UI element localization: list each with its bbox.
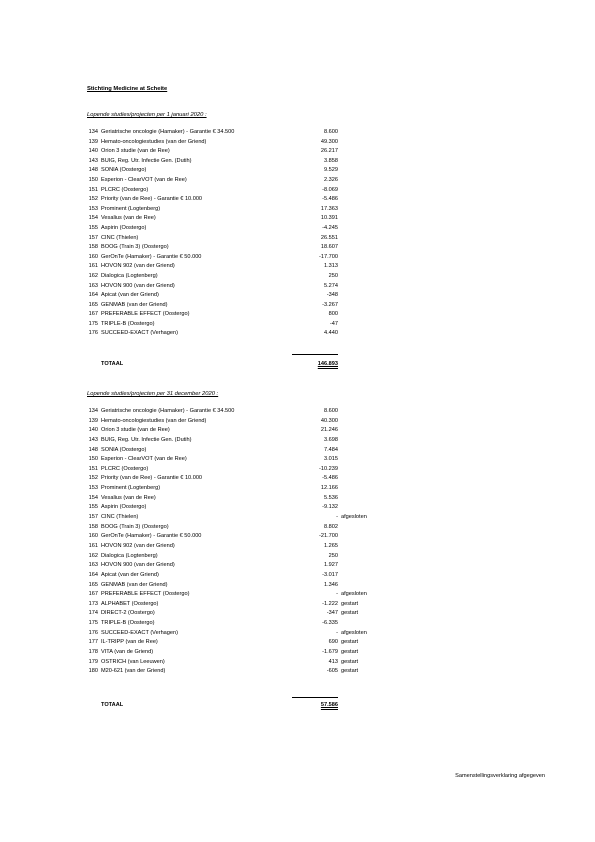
project-number: 160 — [88, 253, 98, 260]
total-amount: 146.893 — [317, 361, 338, 367]
project-number: 148 — [88, 167, 98, 174]
project-amount: 1.346 — [324, 581, 338, 588]
project-name: PLCRC (Oostergo) — [101, 186, 149, 193]
project-number: 151 — [88, 465, 98, 472]
project-name: Aspirin (Oostergo) — [101, 504, 147, 511]
project-number: 164 — [88, 292, 98, 299]
project-name: CINC (Thielen) — [101, 234, 139, 241]
project-amount: 49.300 — [320, 138, 338, 145]
project-number: 176 — [88, 330, 98, 337]
project-status: gestart — [341, 600, 359, 607]
project-amount: 5.274 — [324, 282, 338, 289]
project-number: 153 — [88, 485, 98, 492]
project-number: 178 — [88, 649, 98, 656]
project-amount: -5.486 — [322, 196, 338, 203]
project-number: 161 — [88, 542, 98, 549]
project-amount: -605 — [326, 668, 338, 675]
project-name: Vesalius (van de Ree) — [101, 494, 156, 501]
project-number: 134 — [88, 408, 98, 414]
project-number: 180 — [88, 668, 98, 675]
project-name: Esperion - ClearVOT (van de Ree) — [101, 176, 187, 183]
project-name: Esperion - ClearVOT (van de Ree) — [101, 456, 187, 463]
project-number: 150 — [88, 456, 98, 463]
project-name: SONIA (Oostergo) — [101, 446, 147, 453]
section-title-start: Lopende studies/projecten per 1 januari 2020 : — [87, 112, 207, 118]
project-number: 134 — [88, 129, 98, 135]
project-amount: -6.335 — [322, 620, 338, 627]
project-name: Prominent (Logtenberg) — [101, 485, 161, 492]
project-amount: 18.607 — [320, 244, 338, 251]
project-row — [0, 669, 595, 679]
project-name: Dialogica (Logtenberg) — [101, 552, 158, 559]
project-name: GerOnTe (Hamaker) - Garantie € 50.000 — [101, 253, 202, 260]
project-name: ALPHABET (Oostergo) — [101, 600, 159, 607]
project-name: PREFERABLE EFFECT (Oostergo) — [101, 591, 190, 598]
project-name: TRIPLE-B (Oostergo) — [101, 620, 155, 627]
project-name: Hemato-oncologiestudies (van der Griend) — [101, 417, 207, 424]
project-number: 152 — [88, 196, 98, 203]
project-amount: 12.166 — [320, 485, 338, 492]
project-number: 157 — [88, 234, 98, 241]
project-name: Apicat (van der Griend) — [101, 292, 159, 299]
project-amount: -3.017 — [322, 571, 338, 578]
project-name: Vesalius (van de Ree) — [101, 215, 156, 222]
project-name: Geriatrische oncologie (Hamaker) - Garantie € 34.500 — [101, 129, 235, 135]
project-number: 165 — [88, 301, 98, 308]
organization-title: Stichting Medicine at Scheite — [87, 86, 168, 92]
project-name: HOVON 900 (van der Griend) — [101, 562, 175, 569]
project-name: VITA (van de Griend) — [101, 649, 154, 656]
project-number: 173 — [88, 600, 98, 607]
project-number: 175 — [88, 620, 98, 627]
project-name: Geriatrische oncologie (Hamaker) - Garantie € 34.500 — [101, 408, 235, 414]
project-name: BOOG (Train 3) (Oostergo) — [101, 244, 169, 251]
project-name: OSTRICH (van Leeuwen) — [101, 658, 165, 665]
project-amount: 9.529 — [324, 167, 338, 174]
project-number: 179 — [88, 658, 98, 665]
project-number: 139 — [88, 417, 98, 424]
project-amount: 7.484 — [324, 446, 338, 453]
project-amount: 1.927 — [324, 562, 338, 569]
project-number: 160 — [88, 533, 98, 540]
project-name: HOVON 902 (van der Griend) — [101, 542, 175, 549]
project-number: 164 — [88, 571, 98, 578]
project-amount: -348 — [326, 292, 338, 299]
total-row-start — [0, 362, 595, 371]
project-amount: 8.600 — [324, 408, 338, 414]
project-amount: 5.536 — [324, 494, 338, 501]
project-name: BUIG, Reg. Utr. Infectie Gen. (Dutih) — [101, 157, 192, 164]
project-amount: -1.679 — [322, 649, 338, 656]
project-amount: 40.300 — [320, 417, 338, 424]
project-amount: -9.132 — [322, 504, 338, 511]
project-name: SONIA (Oostergo) — [101, 167, 147, 174]
project-amount: - — [336, 629, 338, 636]
project-name: Priority (van de Ree) - Garantie € 10.000 — [101, 475, 203, 482]
project-amount: 26.551 — [320, 234, 338, 241]
project-amount: 250 — [328, 552, 338, 559]
project-number: 174 — [88, 610, 98, 617]
project-name: BUIG, Reg. Utr. Infectie Gen. (Dutih) — [101, 436, 192, 443]
subtotal-rule — [292, 697, 338, 698]
project-amount: 3.858 — [324, 157, 338, 164]
project-amount: 10.391 — [320, 215, 338, 222]
project-number: 154 — [88, 215, 98, 222]
project-name: M20-621 (van der Griend) — [101, 668, 166, 675]
project-amount: -1.222 — [322, 600, 338, 607]
project-number: 163 — [88, 282, 98, 289]
project-number: 153 — [88, 205, 98, 212]
project-number: 157 — [88, 514, 98, 521]
project-amount: -4.245 — [322, 224, 338, 231]
project-number: 148 — [88, 446, 98, 453]
project-row — [0, 331, 595, 341]
project-amount: - — [336, 591, 338, 598]
project-number: 140 — [88, 427, 98, 434]
project-amount: 17.363 — [320, 205, 338, 212]
project-amount: -347 — [326, 610, 338, 617]
project-number: 152 — [88, 475, 98, 482]
project-amount: -47 — [329, 320, 338, 327]
project-amount: -3.267 — [322, 301, 338, 308]
project-status: gestart — [341, 610, 359, 617]
total-label: TOTAAL — [101, 702, 124, 708]
project-amount: -8.069 — [322, 186, 338, 193]
project-amount: 26.217 — [320, 148, 338, 155]
project-amount: -21.700 — [319, 533, 338, 540]
project-amount: 690 — [328, 639, 338, 646]
project-name: TRIPLE-B (Oostergo) — [101, 320, 155, 327]
project-name: IL-TRIPP (van de Ree) — [101, 639, 158, 646]
project-amount: 8.600 — [324, 129, 338, 135]
project-name: PLCRC (Oostergo) — [101, 465, 149, 472]
project-amount: 250 — [328, 272, 338, 279]
project-name: Orion 3 studie (van de Ree) — [101, 148, 170, 155]
project-name: CINC (Thielen) — [101, 514, 139, 521]
total-row-end — [0, 703, 595, 712]
project-name: PREFERABLE EFFECT (Oostergo) — [101, 311, 190, 318]
project-name: Hemato-oncologiestudies (van der Griend) — [101, 138, 207, 145]
project-number: 163 — [88, 562, 98, 569]
project-number: 167 — [88, 591, 98, 598]
project-amount: 3.698 — [324, 436, 338, 443]
project-status: gestart — [341, 668, 359, 675]
project-number: 158 — [88, 523, 98, 530]
project-name: GENMAB (van der Griend) — [101, 301, 168, 308]
project-amount: -17.700 — [319, 253, 338, 260]
project-amount: 3.015 — [324, 456, 338, 463]
project-number: 176 — [88, 629, 98, 636]
project-amount: -10.239 — [319, 465, 338, 472]
project-name: Orion 3 studie (van de Ree) — [101, 427, 170, 434]
project-number: 143 — [88, 436, 98, 443]
project-number: 175 — [88, 320, 98, 327]
project-number: 154 — [88, 494, 98, 501]
project-amount: - — [336, 514, 338, 521]
project-number: 167 — [88, 311, 98, 318]
total-label: TOTAAL — [101, 361, 124, 367]
project-name: HOVON 900 (van der Griend) — [101, 282, 175, 289]
project-status: gestart — [341, 649, 359, 656]
project-amount: 4.440 — [324, 330, 338, 337]
project-list-start — [0, 130, 595, 341]
project-amount: 800 — [328, 311, 338, 318]
project-number: 139 — [88, 138, 98, 145]
project-list-end — [0, 409, 595, 679]
subtotal-rule — [292, 354, 338, 355]
project-number: 165 — [88, 581, 98, 588]
section-title-end: Lopende studies/projecten per 31 december 2020 : — [87, 391, 219, 397]
project-number: 162 — [88, 552, 98, 559]
project-status: gestart — [341, 658, 359, 665]
project-name: HOVON 902 (van der Griend) — [101, 263, 175, 270]
project-number: 151 — [88, 186, 98, 193]
project-name: GerOnTe (Hamaker) - Garantie € 50.000 — [101, 533, 202, 540]
project-number: 161 — [88, 263, 98, 270]
project-name: BOOG (Train 3) (Oostergo) — [101, 523, 169, 530]
project-amount: 2.326 — [324, 176, 338, 183]
project-name: DIRECT-2 (Oostergo) — [101, 610, 155, 617]
project-name: Aspirin (Oostergo) — [101, 224, 147, 231]
project-amount: 1.313 — [324, 263, 338, 270]
project-name: GENMAB (van der Griend) — [101, 581, 168, 588]
project-name: SUCCEED-EXACT (Verhagen) — [101, 330, 178, 337]
project-status: afgesloten — [341, 514, 367, 521]
footer-note: Samenstellingsverklaring afgegeven — [455, 773, 545, 779]
project-name: SUCCEED-EXACT (Verhagen) — [101, 629, 178, 636]
project-name: Priority (van de Ree) - Garantie € 10.000 — [101, 196, 203, 203]
project-amount: 8.802 — [324, 523, 338, 530]
project-name: Dialogica (Logtenberg) — [101, 272, 158, 279]
project-amount: 413 — [328, 658, 338, 665]
project-status: afgesloten — [341, 629, 367, 636]
project-number: 162 — [88, 272, 98, 279]
project-number: 155 — [88, 224, 98, 231]
total-amount: 57.586 — [320, 702, 338, 708]
project-number: 140 — [88, 148, 98, 155]
project-number: 143 — [88, 157, 98, 164]
project-amount: 21.246 — [320, 427, 338, 434]
project-status: gestart — [341, 639, 359, 646]
project-number: 177 — [88, 639, 98, 646]
project-amount: 1.265 — [324, 542, 338, 549]
project-name: Apicat (van der Griend) — [101, 571, 159, 578]
project-number: 158 — [88, 244, 98, 251]
project-number: 155 — [88, 504, 98, 511]
project-name: Prominent (Logtenberg) — [101, 205, 161, 212]
project-amount: -5.486 — [322, 475, 338, 482]
project-status: afgesloten — [341, 591, 367, 598]
project-number: 150 — [88, 176, 98, 183]
